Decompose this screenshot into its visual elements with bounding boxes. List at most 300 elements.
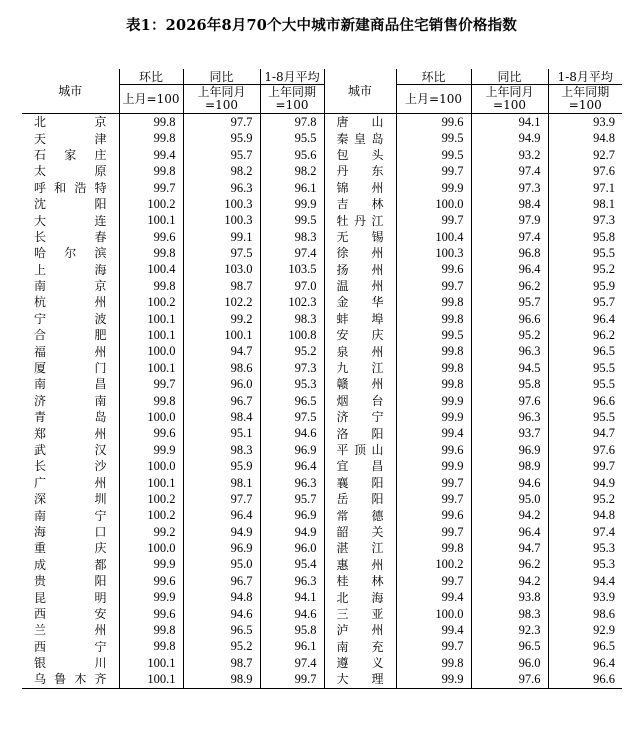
table-row: [22, 343, 622, 359]
mom-value-right: 99.6: [396, 262, 471, 278]
table-row: [22, 573, 622, 589]
city-name-right: 牡丹江: [324, 212, 396, 228]
table-row: [22, 409, 622, 425]
mom-value-right: 99.8: [396, 343, 471, 359]
mom-value-left: 100.1: [119, 475, 183, 491]
table-row: [22, 196, 622, 212]
yoy-value-right: 96.3: [471, 409, 548, 425]
yoy-value-right: 94.2: [471, 573, 548, 589]
city-name-right: 唐山: [324, 114, 396, 131]
mom-value-left: 99.7: [119, 180, 183, 196]
yoy-value-right: 96.4: [471, 524, 548, 540]
city-name-left: 杭州: [34, 295, 107, 310]
city-name-left: 重庆: [34, 541, 107, 556]
yoy-value-right: 96.0: [471, 655, 548, 671]
header-avg-left: 1-8月平均: [260, 69, 324, 85]
header-city-left: 城市: [22, 69, 119, 114]
avg-value-right: 94.7: [548, 425, 622, 441]
yoy-value-right: 96.8: [471, 245, 548, 261]
mom-value-right: 99.8: [396, 376, 471, 392]
avg-value-left: 98.3: [260, 229, 324, 245]
city-name-left: 长沙: [34, 459, 107, 474]
yoy-value-right: 96.3: [471, 343, 548, 359]
mom-value-right: 100.2: [396, 557, 471, 573]
mom-value-left: 99.6: [119, 606, 183, 622]
mom-value-right: 99.9: [396, 393, 471, 409]
city-name-right: 金华: [324, 294, 396, 310]
yoy-value-right: 94.5: [471, 360, 548, 376]
mom-value-left: 100.1: [119, 655, 183, 671]
avg-value-right: 93.9: [548, 589, 622, 605]
yoy-value-right: 96.5: [471, 639, 548, 655]
city-name-left: 兰州: [34, 623, 107, 638]
mom-value-left: 100.4: [119, 262, 183, 278]
avg-value-right: 96.4: [548, 311, 622, 327]
mom-value-right: 99.7: [396, 491, 471, 507]
city-name-left: 合肥: [34, 328, 107, 343]
city-name-right: 温州: [324, 278, 396, 294]
table-row: [22, 229, 622, 245]
city-name-left: 大连: [34, 213, 107, 228]
yoy-value-right: 98.4: [471, 196, 548, 212]
yoy-value-right: 97.3: [471, 180, 548, 196]
table-row: [22, 245, 622, 261]
avg-value-left: 95.8: [260, 622, 324, 638]
avg-value-left: 103.5: [260, 262, 324, 278]
header-row-1: [22, 69, 622, 85]
table-row: [22, 442, 622, 458]
mom-value-right: 99.7: [396, 212, 471, 228]
yoy-value-left: 98.2: [183, 163, 260, 179]
avg-value-left: 95.3: [260, 376, 324, 392]
header-avg-right: 1-8月平均: [548, 69, 622, 85]
yoy-value-left: 97.7: [183, 491, 260, 507]
avg-value-right: 95.5: [548, 360, 622, 376]
yoy-value-left: 96.5: [183, 622, 260, 638]
yoy-value-left: 96.9: [183, 540, 260, 556]
mom-value-right: 99.6: [396, 114, 471, 131]
avg-value-right: 95.9: [548, 278, 622, 294]
yoy-value-left: 96.7: [183, 393, 260, 409]
mom-value-right: 99.5: [396, 327, 471, 343]
table-row: [22, 524, 622, 540]
mom-value-left: 99.9: [119, 557, 183, 573]
city-name-right: 吉林: [324, 196, 396, 212]
avg-value-right: 97.1: [548, 180, 622, 196]
table-row: [22, 180, 622, 196]
avg-value-right: 95.3: [548, 540, 622, 556]
city-name-left: 济南: [34, 393, 107, 408]
avg-value-left: 95.5: [260, 130, 324, 146]
yoy-value-left: 95.1: [183, 425, 260, 441]
avg-value-left: 97.3: [260, 360, 324, 376]
mom-value-right: 99.8: [396, 311, 471, 327]
avg-value-right: 94.8: [548, 130, 622, 146]
avg-value-left: 97.0: [260, 278, 324, 294]
header-mom-left: 环比: [119, 69, 183, 85]
city-name-left: 厦门: [34, 361, 107, 376]
avg-value-left: 97.8: [260, 114, 324, 131]
city-name-left: 南京: [34, 279, 107, 294]
yoy-value-left: 99.1: [183, 229, 260, 245]
table-row: [22, 671, 622, 688]
mom-value-right: 99.7: [396, 278, 471, 294]
avg-value-left: 96.3: [260, 475, 324, 491]
yoy-value-right: 97.6: [471, 393, 548, 409]
table-row: [22, 639, 622, 655]
yoy-value-left: 95.9: [183, 130, 260, 146]
yoy-value-left: 102.2: [183, 294, 260, 310]
avg-value-left: 99.9: [260, 196, 324, 212]
table-row: [22, 507, 622, 523]
city-name-right: 北海: [324, 589, 396, 605]
mom-value-left: 100.0: [119, 409, 183, 425]
yoy-value-right: 98.3: [471, 606, 548, 622]
city-name-right: 襄阳: [324, 475, 396, 491]
city-name-right: 扬州: [324, 262, 396, 278]
city-name-right: 九江: [324, 360, 396, 376]
yoy-value-right: 96.2: [471, 278, 548, 294]
city-name-right: 秦皇岛: [324, 130, 396, 146]
yoy-value-left: 94.7: [183, 343, 260, 359]
mom-value-left: 100.2: [119, 507, 183, 523]
yoy-value-left: 98.3: [183, 442, 260, 458]
table-row: [22, 147, 622, 163]
avg-value-right: 96.5: [548, 343, 622, 359]
yoy-value-left: 98.6: [183, 360, 260, 376]
city-name-left: 昆明: [34, 590, 107, 605]
yoy-value-right: 96.2: [471, 557, 548, 573]
city-name-left: 哈尔滨: [34, 246, 107, 261]
city-name-left: 呼和浩特: [34, 180, 107, 195]
yoy-value-right: 96.4: [471, 262, 548, 278]
avg-value-left: 95.2: [260, 343, 324, 359]
yoy-value-left: 96.3: [183, 180, 260, 196]
city-name-left: 沈阳: [34, 197, 107, 212]
avg-value-right: 95.2: [548, 262, 622, 278]
city-name-left: 南昌: [34, 377, 107, 392]
mom-value-left: 100.1: [119, 671, 183, 688]
mom-value-right: 99.8: [396, 540, 471, 556]
avg-value-left: 96.1: [260, 180, 324, 196]
table-row: [22, 458, 622, 474]
yoy-value-left: 94.9: [183, 524, 260, 540]
city-name-right: 洛阳: [324, 425, 396, 441]
mom-value-left: 100.0: [119, 343, 183, 359]
mom-value-left: 99.8: [119, 393, 183, 409]
table-row: [22, 278, 622, 294]
avg-value-left: 95.7: [260, 491, 324, 507]
yoy-value-right: 97.6: [471, 671, 548, 688]
avg-value-left: 96.9: [260, 442, 324, 458]
yoy-value-left: 100.3: [183, 212, 260, 228]
city-name-right: 无锡: [324, 229, 396, 245]
city-name-right: 三亚: [324, 606, 396, 622]
header-yoy-left: 同比: [183, 69, 260, 85]
city-name-right: 平顶山: [324, 442, 396, 458]
mom-value-right: 99.9: [396, 180, 471, 196]
table-row: [22, 114, 622, 131]
mom-value-right: 100.4: [396, 229, 471, 245]
city-name-left: 广州: [34, 475, 107, 490]
avg-value-right: 96.6: [548, 671, 622, 688]
mom-value-left: 99.7: [119, 376, 183, 392]
mom-value-right: 99.7: [396, 524, 471, 540]
avg-value-right: 97.3: [548, 212, 622, 228]
mom-value-left: 99.8: [119, 278, 183, 294]
mom-value-right: 99.4: [396, 622, 471, 638]
yoy-value-left: 94.8: [183, 589, 260, 605]
yoy-value-right: 97.4: [471, 229, 548, 245]
yoy-value-left: 96.4: [183, 507, 260, 523]
avg-value-left: 98.2: [260, 163, 324, 179]
avg-value-right: 95.5: [548, 376, 622, 392]
avg-value-right: 95.3: [548, 557, 622, 573]
mom-value-right: 99.9: [396, 458, 471, 474]
avg-value-left: 95.4: [260, 557, 324, 573]
table-row: [22, 376, 622, 392]
header-mom-right: 环比: [396, 69, 471, 85]
table-row: [22, 393, 622, 409]
avg-value-left: 94.6: [260, 425, 324, 441]
page-title: 表1：2026年8月70个大中城市新建商品住宅销售价格指数: [125, 17, 517, 34]
avg-value-left: 96.5: [260, 393, 324, 409]
yoy-value-right: 94.2: [471, 507, 548, 523]
avg-value-left: 94.6: [260, 606, 324, 622]
mom-value-left: 99.4: [119, 147, 183, 163]
city-name-left: 西宁: [34, 639, 107, 654]
yoy-value-right: 94.1: [471, 114, 548, 131]
yoy-value-right: 94.7: [471, 540, 548, 556]
table-row: [22, 311, 622, 327]
yoy-value-left: 96.7: [183, 573, 260, 589]
avg-value-right: 99.7: [548, 458, 622, 474]
avg-value-left: 95.6: [260, 147, 324, 163]
table-row: [22, 475, 622, 491]
city-name-right: 常德: [324, 507, 396, 523]
city-name-right: 丹东: [324, 163, 396, 179]
city-name-right: 桂林: [324, 573, 396, 589]
avg-value-left: 96.1: [260, 639, 324, 655]
yoy-value-left: 98.1: [183, 475, 260, 491]
mom-value-right: 99.8: [396, 360, 471, 376]
city-name-left: 海口: [34, 524, 107, 539]
yoy-value-left: 103.0: [183, 262, 260, 278]
table-row: [22, 491, 622, 507]
avg-value-right: 98.1: [548, 196, 622, 212]
header-yoy-base-right: 上年同月=100: [471, 85, 548, 114]
city-name-right: 徐州: [324, 245, 396, 261]
mom-value-left: 100.0: [119, 458, 183, 474]
avg-value-left: 97.4: [260, 655, 324, 671]
city-name-left: 银川: [34, 656, 107, 671]
mom-value-right: 99.5: [396, 147, 471, 163]
table-row: [22, 540, 622, 556]
mom-value-right: 100.3: [396, 245, 471, 261]
avg-value-right: 96.2: [548, 327, 622, 343]
yoy-value-right: 93.2: [471, 147, 548, 163]
avg-value-right: 95.7: [548, 294, 622, 310]
mom-value-right: 99.7: [396, 163, 471, 179]
city-name-left: 石家庄: [34, 147, 107, 162]
mom-value-right: 99.8: [396, 655, 471, 671]
yoy-value-left: 100.3: [183, 196, 260, 212]
avg-value-right: 96.6: [548, 393, 622, 409]
yoy-value-left: 95.0: [183, 557, 260, 573]
avg-value-right: 94.8: [548, 507, 622, 523]
table-row: [22, 655, 622, 671]
table-row: [22, 589, 622, 605]
yoy-value-left: 97.7: [183, 114, 260, 131]
avg-value-right: 92.9: [548, 622, 622, 638]
avg-value-right: 98.6: [548, 606, 622, 622]
city-name-right: 泸州: [324, 622, 396, 638]
yoy-value-right: 95.8: [471, 376, 548, 392]
avg-value-right: 95.5: [548, 245, 622, 261]
avg-value-left: 99.5: [260, 212, 324, 228]
table-row: [22, 130, 622, 146]
header-yoy-right: 同比: [471, 69, 548, 85]
avg-value-right: 94.9: [548, 475, 622, 491]
mom-value-left: 99.6: [119, 425, 183, 441]
table-row: [22, 557, 622, 573]
avg-value-left: 100.8: [260, 327, 324, 343]
yoy-value-left: 96.0: [183, 376, 260, 392]
avg-value-left: 98.3: [260, 311, 324, 327]
price-index-table: [22, 69, 622, 689]
avg-value-right: 95.2: [548, 491, 622, 507]
avg-value-left: 94.1: [260, 589, 324, 605]
yoy-value-left: 97.5: [183, 245, 260, 261]
city-name-left: 贵阳: [34, 574, 107, 589]
avg-value-right: 93.9: [548, 114, 622, 131]
header-avg-base-right: 上年同期=100: [548, 85, 622, 114]
avg-value-right: 94.4: [548, 573, 622, 589]
header-avg-base-left: 上年同期=100: [260, 85, 324, 114]
yoy-value-right: 92.3: [471, 622, 548, 638]
city-name-right: 赣州: [324, 376, 396, 392]
yoy-value-left: 98.7: [183, 278, 260, 294]
yoy-value-left: 99.2: [183, 311, 260, 327]
mom-value-right: 99.6: [396, 507, 471, 523]
avg-value-left: 102.3: [260, 294, 324, 310]
yoy-value-right: 95.2: [471, 327, 548, 343]
yoy-value-right: 96.9: [471, 442, 548, 458]
avg-value-right: 97.4: [548, 524, 622, 540]
city-name-left: 深圳: [34, 492, 107, 507]
mom-value-left: 99.8: [119, 622, 183, 638]
city-name-right: 济宁: [324, 409, 396, 425]
avg-value-left: 97.5: [260, 409, 324, 425]
city-name-left: 福州: [34, 344, 107, 359]
mom-value-right: 99.6: [396, 442, 471, 458]
avg-value-right: 97.6: [548, 442, 622, 458]
avg-value-left: 96.3: [260, 573, 324, 589]
table-row: [22, 212, 622, 228]
mom-value-left: 100.2: [119, 491, 183, 507]
yoy-value-left: 95.7: [183, 147, 260, 163]
city-name-right: 南充: [324, 639, 396, 655]
mom-value-left: 99.9: [119, 589, 183, 605]
city-name-left: 北京: [34, 115, 107, 130]
city-name-left: 青岛: [34, 410, 107, 425]
mom-value-right: 99.4: [396, 425, 471, 441]
table-row: [22, 262, 622, 278]
table-row: [22, 163, 622, 179]
mom-value-left: 99.8: [119, 130, 183, 146]
avg-value-left: 97.4: [260, 245, 324, 261]
city-name-left: 西安: [34, 606, 107, 621]
city-name-right: 蚌埠: [324, 311, 396, 327]
mom-value-left: 100.2: [119, 196, 183, 212]
yoy-value-right: 93.7: [471, 425, 548, 441]
header-city-right: 城市: [324, 69, 396, 114]
avg-value-right: 96.5: [548, 639, 622, 655]
mom-value-left: 99.6: [119, 229, 183, 245]
avg-value-right: 97.6: [548, 163, 622, 179]
mom-value-right: 99.9: [396, 671, 471, 688]
table-row: [22, 606, 622, 622]
city-name-right: 包头: [324, 147, 396, 163]
table-body: [22, 114, 622, 689]
header-mom-base-right: 上月=100: [396, 85, 471, 114]
yoy-value-right: 95.0: [471, 491, 548, 507]
mom-value-left: 99.8: [119, 639, 183, 655]
avg-value-left: 94.9: [260, 524, 324, 540]
avg-value-left: 99.7: [260, 671, 324, 688]
mom-value-left: 100.1: [119, 212, 183, 228]
city-name-left: 太原: [34, 164, 107, 179]
mom-value-right: 99.8: [396, 294, 471, 310]
mom-value-right: 99.4: [396, 589, 471, 605]
yoy-value-left: 98.4: [183, 409, 260, 425]
mom-value-right: 99.7: [396, 639, 471, 655]
yoy-value-right: 93.8: [471, 589, 548, 605]
city-name-left: 成都: [34, 557, 107, 572]
city-name-right: 锦州: [324, 180, 396, 196]
mom-value-left: 99.8: [119, 114, 183, 131]
table-row: [22, 327, 622, 343]
city-name-left: 长春: [34, 229, 107, 244]
yoy-value-left: 95.9: [183, 458, 260, 474]
mom-value-left: 100.0: [119, 540, 183, 556]
yoy-value-right: 94.6: [471, 475, 548, 491]
yoy-value-left: 100.1: [183, 327, 260, 343]
city-name-right: 泉州: [324, 343, 396, 359]
mom-value-left: 99.9: [119, 442, 183, 458]
avg-value-right: 95.8: [548, 229, 622, 245]
header-mom-base-left: 上月=100: [119, 85, 183, 114]
mom-value-left: 99.8: [119, 245, 183, 261]
city-name-right: 岳阳: [324, 491, 396, 507]
header-yoy-base-left: 上年同月=100: [183, 85, 260, 114]
mom-value-right: 100.0: [396, 606, 471, 622]
table-row: [22, 622, 622, 638]
mom-value-left: 100.1: [119, 327, 183, 343]
city-name-right: 宜昌: [324, 458, 396, 474]
city-name-left: 南宁: [34, 508, 107, 523]
city-name-left: 宁波: [34, 311, 107, 326]
city-name-left: 乌鲁木齐: [22, 671, 119, 688]
mom-value-left: 100.1: [119, 360, 183, 376]
yoy-value-left: 94.6: [183, 606, 260, 622]
avg-value-left: 96.4: [260, 458, 324, 474]
table-row: [22, 294, 622, 310]
mom-value-left: 99.8: [119, 163, 183, 179]
mom-value-left: 99.2: [119, 524, 183, 540]
yoy-value-left: 98.9: [183, 671, 260, 688]
table-row: [22, 360, 622, 376]
